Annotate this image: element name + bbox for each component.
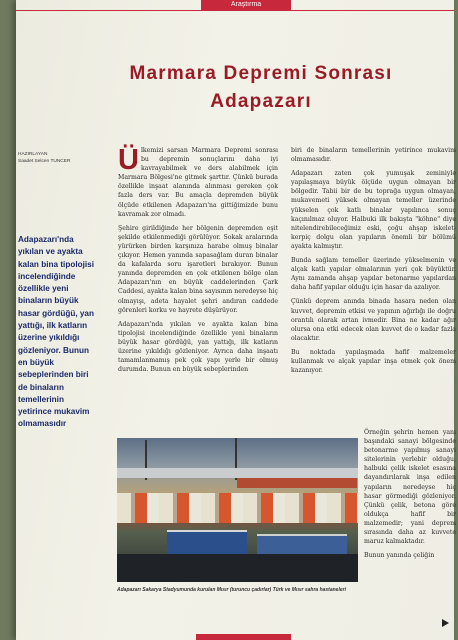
field-hospital-tents [117, 493, 358, 523]
body-column-1 [118, 146, 278, 379]
section-label: Araştırma [201, 0, 291, 10]
byline-author: Saadet Selcen TUNCER [18, 159, 71, 164]
body-column-3 [364, 428, 456, 565]
paragraph: Çünkü deprem anında binada hasara neden olan kuvvet, depremin etkisi ve yapının ağırlığı ile doğru orantılı olarak artan ivmedir. Bina ne kadar ağır olursa ona etki edecek olan kuvvet de o kadar fazla olacaktır. [291, 298, 456, 342]
photo-caption: Adapazarı Sakarya Stadyumunda kurulan Mısır (turuncu çadırlar) Türk ve Mısır sahra hastaneleri [117, 587, 346, 593]
paragraph: Adapazarı'nda yıkılan ve ayakta kalan bina tipolojisi incelendiğinde özellikle yeni binaların büyük hasar gördüğü, yan yattığı, ilk katların üzerine yıkıldığı gözleniyor. Ayrıca daha inşaatı tamamlanmamış pek çok yapı yerle bir olmuş durumda. Bunun en büyük sebeplerinden [118, 320, 278, 374]
pull-quote: Adapazarı'nda yıkılan ve ayakta kalan bina tipolojisi incelendiğinde özellikle yeni binaların büyük hasar gördüğü, yan yattığı, ilk katların üzerine yıkıldığı gözleniyor. Bunun en büyük sebeplerinden biri de binaların temellerinin yetirince mukavim olmamasıdır [18, 235, 94, 429]
article-title-line2: Adapazarı [210, 91, 312, 112]
magazine-page [16, 0, 454, 640]
byline [18, 151, 106, 165]
continue-arrow-icon [442, 619, 449, 627]
bus [257, 534, 347, 556]
body-column-2 [291, 146, 456, 380]
header-rule [16, 10, 454, 11]
bus [167, 530, 247, 554]
paragraph: Adapazarı zaten çok yumuşak zeminiyle yapılaşmaya büyük ölçüde uygun olmayan bir bölgedir. Tabii bir de bu toprağa uygun olmayan, mukavemeti yüksek olmayan temeller üzerinde yükselen çok katlı binalar yapılınca sonuç kaçınılmaz oluyor. Halbuki ilk bakışta "köhne" diye nitelendirebileceğimiz eski, çoğu ahşap iskelet-kerpiç dolgu olan yapıların önemli bir bölümü ayakta kalmıştır. [291, 170, 456, 250]
paragraph: biri de binaların temellerinin yetirince mukavim olmamasıdır. [291, 147, 456, 164]
ground [117, 554, 358, 582]
stadium-roof [117, 468, 358, 478]
paragraph: Örneğin şehrin hemen yanı başındaki sanayi bölgesinde betonarme yapılmış sanayi sitelerinin yerlebir olduğu, halbuki çelik iskelet esasına dayandırılarak inşa edilen yapıların neredeyse hiç hasar görmediği gözleniyor. Çünkü çelik, betona göre oldukça hafif bir malzemedir; yani deprem sırasında daha az kuvvete maruz kalmaktadır. [364, 429, 456, 546]
paragraph: Bu noktada yapılaşmada hafif malzemeler kullanmak ve alçak yapılar inşa etmek çok önem kazanıyor. [291, 348, 456, 375]
footer-tab [196, 634, 291, 640]
article-title [86, 60, 436, 116]
stadium-photo [117, 438, 358, 582]
stadium-stand [237, 478, 357, 488]
paragraph: Ülkemizi sarsan Marmara Depremi sonrası bu depremin sonuçlarını daha iyi kavrayabilmek ve ders alabilmek için Marmara Bölgesi'ne gitmek şarttır. Çünkü burada özellikle inşaat alanında alınması gereken çok fazla ders var. Bu amaçla depremden büyük ölçüde etkilenen Adapazarı'na gittiğimizde bunu kavramak zor olmadı. [118, 144, 278, 218]
paragraph: Bunda sağlam temeller üzerinde yükselmenin ve alçak katlı yapılar olmalarının yeri çok büyüktür. Aynı zamanda ahşap yapılar betonarme yapılardan daha hafif yapılar olduğu için hasar da azalıyor. [291, 257, 456, 292]
paragraph: Şehire girildiğinde her bölgenin depremden eşit şekilde etkilenmediği görülüyor. Sokak aralarında yürürken birden karşınıza harabe olmuş binalar çıkıyor. Hemen yanında sapasağlam duran binalar da kafalarda soru işaretleri bırakıyor. Bunun yanında depremden en çok etkilenen bölge olan Adapazarı'nın en büyük caddelerinden Çark Caddesi, ayakta kalan bina sayısının neredeyse hiç olmayışı, adeta hayalet şehri andıran caddede görenleri korku ve hayrete düşürüyor. [118, 224, 278, 314]
paragraph: Bunun yanında çeliğin [364, 552, 435, 560]
byline-label: HAZIRLAYAN [18, 152, 48, 157]
drop-cap: Ü [118, 144, 139, 176]
article-title-line1: Marmara Depremi Sonrası [129, 63, 393, 84]
